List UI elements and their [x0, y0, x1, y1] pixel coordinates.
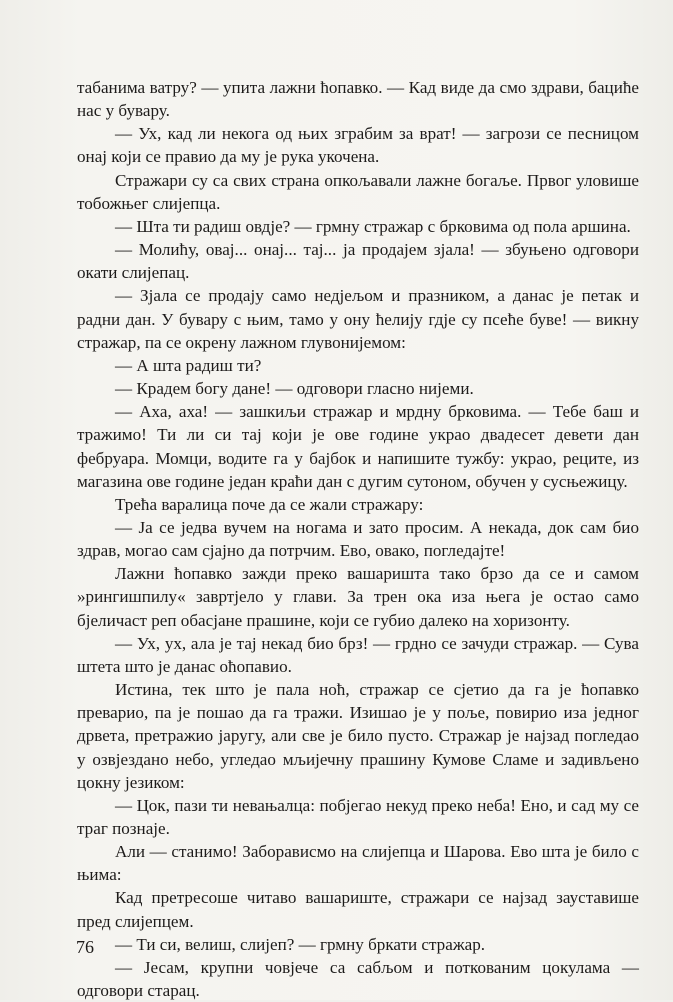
- paragraph: — А шта радиш ти?: [115, 355, 262, 375]
- paragraph: Стражари су са свих страна опкољавали лажне богаље. Првог уловише тобожњег слијепца.: [77, 170, 639, 213]
- paragraph: — Аха, аха! — зашкиљи стражар и мрдну брковима. — Тебе баш и тражимо! Ти ли си тај који је ове године украо двадесет девети дан фебруара. Момци, водите га у бајбок и напишите тужбу: украо, реците, из магазина ове године један краћи дан с дугим сутоном, обучен у сусњежицу.: [77, 402, 639, 491]
- paragraph: — Зјала се продају само недјељом и празником, а данас је петак и радни дан. У бувару с њим, тамо у ону ћелију гдје су псеће буве! — викну стражар, па се окрену лажном глувонијемом:: [77, 286, 639, 352]
- page-body-text: [77, 76, 639, 1002]
- paragraph: — Ух, кад ли некога од њих зграбим за врат! — загрози се песницом онај који се правио да му је рука укочена.: [77, 124, 639, 167]
- paragraph: Али — станимо! Заборависмо на слијепца и Шарова. Ево шта је било с њима:: [77, 842, 639, 885]
- paragraph: Трећа варалица поче да се жали стражару:: [115, 494, 424, 514]
- paragraph: Кад претресоше читаво вашариште, стражари се најзад зауставише пред слијепцем.: [77, 888, 639, 931]
- paragraph: — Шта ти радиш овдје? — грмну стражар с брковима од пола аршина.: [115, 216, 631, 236]
- paragraph: — Ух, ух, ала је тај некад био брз! — грдно се зачуди стражар. — Сува штета што је данас оћопавио.: [77, 633, 639, 676]
- paragraph: табанима ватру? — упита лажни ћопавко. — Кад виде да смо здрави, бациће нас у бувару.: [77, 78, 639, 121]
- paragraph: — Молићу, овај... онај... тај... ја продајем зјала! — збуњено одговори окати слијепац.: [77, 240, 639, 283]
- paragraph: Лажни ћопавко зажди преко вашаришта тако брзо да се и самом »рингишпилу« завртјело у глави. За трен ока иза њега је остао само бјеличаст реп обасјане прашине, који се губио далеко на хоризонту.: [77, 564, 639, 630]
- page-number: 76: [76, 937, 94, 957]
- paragraph: — Ти си, велиш, слијеп? — грмну бркати стражар.: [115, 934, 486, 954]
- paragraph: Истина, тек што је пала ноћ, стражар се сјетио да га је ћопавко преварио, па је пошао да га тражи. Изишао је у поље, повирио иза једног дрвета, претражио јаругу, али све је било пусто. Стражар је најзад погледао у озвјездано небо, угледао мљијечну прашину Кумове Сламе и задивљено цокну језиком:: [77, 680, 639, 792]
- paragraph: — Ја се једва вучем на ногама и зато просим. А некада, док сам био здрав, могао сам сјајно да потрчим. Ево, овако, погледајте!: [77, 517, 639, 561]
- paragraph: — Крадем богу дане! — одговори гласно нијеми.: [115, 379, 474, 399]
- paragraph: — Цок, пази ти невањалца: побјегао некуд преко неба! Ено, и сад му се траг познаје.: [77, 795, 639, 838]
- paragraph: — Јесам, крупни човјече са сабљом и поткованим цокулама — одговори старац.: [77, 957, 639, 1001]
